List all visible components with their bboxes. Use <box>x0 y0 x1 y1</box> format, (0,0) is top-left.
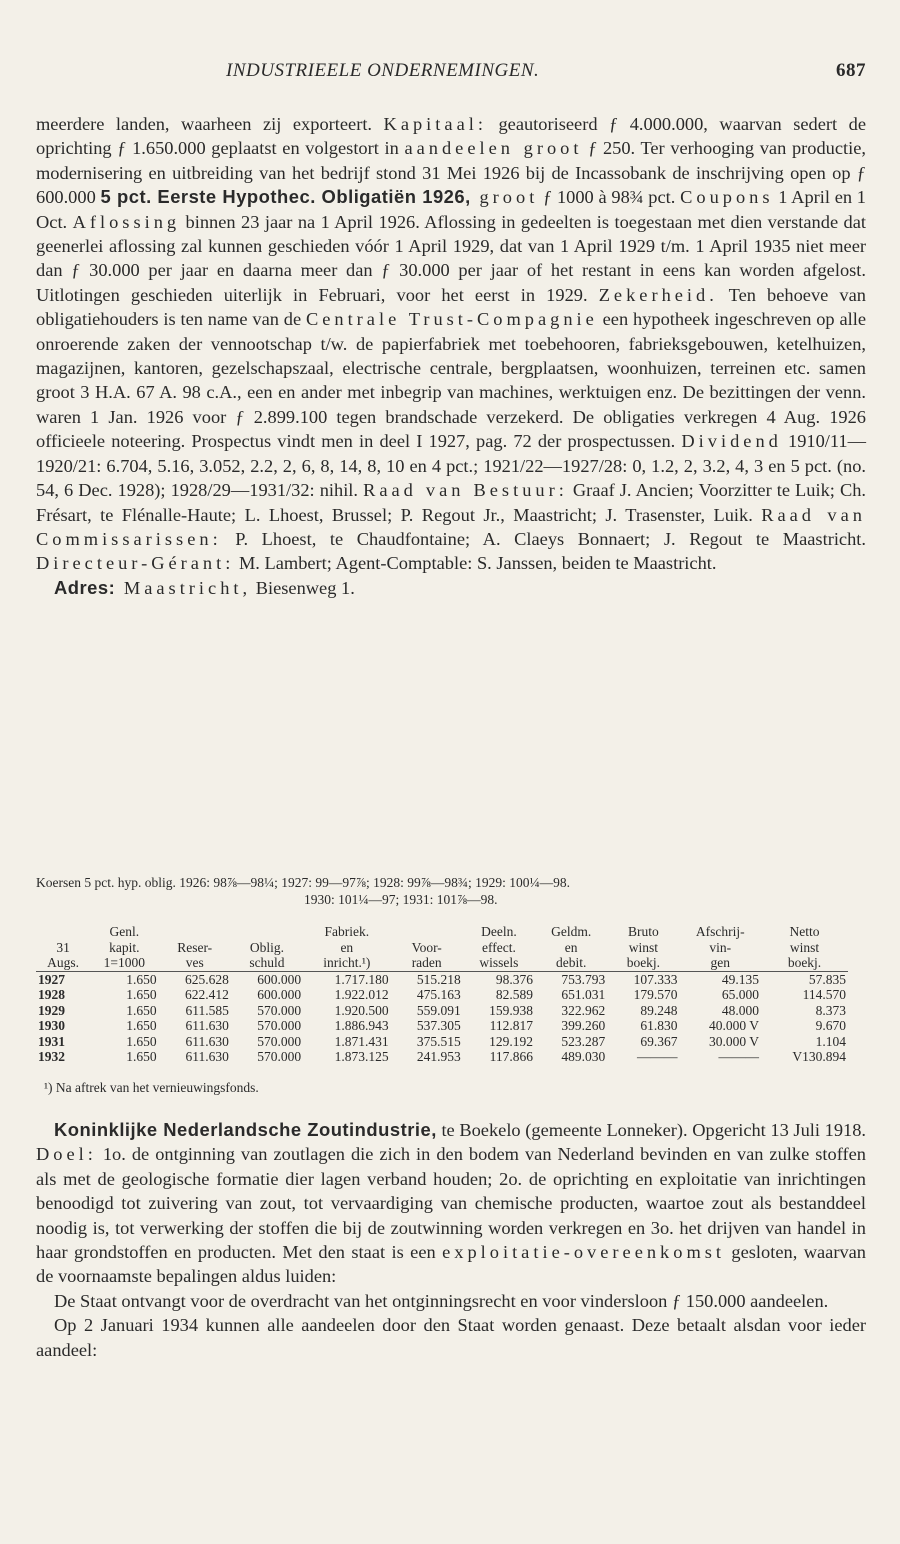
text-run: ƒ 250. Ter verhooging van productie, modernisering en uitbreiding van het bedrijf stond 31 Mei 1926 bij de Incassobank de inschrijving open op ƒ 600.000 <box>36 138 866 208</box>
text-run: 1o. de ontginning van zoutlagen die zich in den bodem van Nederland bevinden en van zulke stoffen als met de geologische formatie dier lagen verband houden; 2o. de oprichting en exploitatie van inrichtingen benoodigd tot zuivering van zout, tot vervaardiging van chemische producten, waartoe zout als bestanddeel noodig is, tot verwerking der stoffen die bij de zoutwinning worden verkregen en 3o. het drijven van handel in haar grondstoffen en producten. Met den staat is een <box>36 1144 866 1263</box>
column-header: Augs. <box>36 955 90 971</box>
coupons-label: Coupons <box>680 187 774 208</box>
table-row <box>36 987 848 1003</box>
table-cell: 241.953 <box>416 1049 461 1064</box>
column-header: Oblig. <box>249 939 285 955</box>
table-cell: 40.000 V <box>708 1018 759 1033</box>
table-cell: 107.333 <box>633 971 678 987</box>
column-header <box>231 924 303 940</box>
quotes-line-1: Koersen 5 pct. hyp. oblig. 1926: 98⅞—98¼; 1927: 99—97⅞; 1928: 99⅞—98¾; 1929: 100¼—98. <box>36 875 570 890</box>
column-header: Voor- <box>411 939 442 955</box>
table-cell: 1.886.943 <box>334 1018 389 1033</box>
table-cell: 61.830 <box>640 1018 678 1033</box>
column-header: Bruto <box>628 924 659 939</box>
table-footnote: ¹) Na aftrek van het vernieuwingsfonds. <box>44 1080 259 1095</box>
doel-label: Doel: <box>36 1144 97 1165</box>
table-cell: 1.650 <box>126 1018 157 1033</box>
table-row <box>36 1018 848 1034</box>
table-header-row-3 <box>36 955 848 971</box>
table-body <box>36 971 848 1065</box>
table-cell: 1932 <box>38 1049 65 1064</box>
groot-label: groot <box>470 187 539 208</box>
column-header: wissels <box>463 955 535 971</box>
column-header: en <box>564 939 578 955</box>
column-header: Afschrij- <box>695 924 745 939</box>
text-run: Ten behoeve van obligatiehouders is ten name van de <box>36 284 866 330</box>
table-cell: ——— <box>637 1049 678 1064</box>
raad-van-bestuur-label: Raad van Bestuur: <box>363 480 568 501</box>
table-row <box>36 971 848 987</box>
dividend-label: Dividend <box>681 431 782 452</box>
table-cell: 1.922.012 <box>334 987 389 1002</box>
exploitatie-label: exploitatie-overeenkomst <box>442 1242 726 1263</box>
loan-title: 5 pct. Eerste Hypothec. Obligatiën 1926, <box>100 186 471 208</box>
table-cell: 1929 <box>38 1002 65 1018</box>
adres-city: Maastricht, <box>115 577 252 598</box>
text-run: een hypotheek ingeschreven op alle onroerende zaken der vennootschap t/w. de papierfabriek met toebehooren, fabrieksgebouwen, ketelhuizen, magazijnen, kantoren, gezelschapszaal, electrische centrale, bergplaatsen, woonhuizen, terreinen etc. samen groot 3 H.A. 67 A. 98 c.A., een en ander met inbegrip van machines, werktuigen enz. De bezittingen der venn. waren 1 Jan. 1926 voor ƒ 2.899.100 tegen brandschade verzekerd. De obligaties verkregen 4 Aug. 1926 officieele noteering. Prospectus vindt men in deel I 1927, pag. 72 der prospectussen. <box>36 309 866 452</box>
column-header: Deeln. <box>481 924 517 939</box>
table-cell: 625.628 <box>184 971 229 987</box>
paragraph-januari: Op 2 Januari 1934 kunnen alle aandeelen door den Staat worden genaast. Deze betaalt alsdan voor ieder aandeel: <box>36 1315 866 1360</box>
column-header: Geldm. <box>551 924 592 939</box>
table-header-row-1 <box>36 924 848 940</box>
table-cell: 651.031 <box>561 987 606 1002</box>
running-title: INDUSTRIEELE ONDERNEMINGEN. <box>226 60 540 81</box>
table-cell: 1.871.431 <box>334 1033 389 1049</box>
text-run: te Boekelo (gemeente Lonneker). Opgericht 13 Juli 1918. <box>436 1120 866 1140</box>
table-cell: 1.104 <box>815 1033 846 1049</box>
table-cell: 399.260 <box>561 1018 606 1033</box>
column-header: schuld <box>231 955 303 971</box>
column-header: Reser- <box>177 939 213 955</box>
table-cell: 611.630 <box>185 1049 229 1064</box>
table-row <box>36 1003 848 1019</box>
column-header: Genl. <box>109 924 140 939</box>
table-cell: 753.793 <box>561 971 606 987</box>
text-run: P. Lhoest, te Chaudfontaine; A. Claeys Bonnaert; J. Regout te Maastricht. <box>221 528 866 549</box>
text-run: M. Lambert; Agent-Comptable: S. Janssen, beiden te Maastricht. <box>234 553 717 574</box>
company-entry-papierfabriek <box>36 112 866 600</box>
table-cell: 611.630 <box>185 1033 229 1049</box>
raad-van-commissarissen-label: Raad van Commissarissen: <box>36 504 866 549</box>
column-header <box>159 924 231 940</box>
table-cell: 114.570 <box>802 987 846 1002</box>
table-cell: 1.873.125 <box>334 1049 389 1064</box>
table-cell: V130.894 <box>792 1049 846 1064</box>
column-header: ves <box>159 955 231 971</box>
table-cell: 48.000 <box>721 1002 759 1018</box>
text-run: gesloten, waarvan de voornaamste bepalingen aldus luiden: <box>36 1242 866 1287</box>
table-cell: 375.515 <box>416 1033 461 1049</box>
table-row <box>36 1034 848 1050</box>
financial-table <box>36 924 848 1065</box>
table-cell: 65.000 <box>721 987 759 1002</box>
company-name: Koninklijke Nederlandsche Zoutindustrie, <box>54 1119 437 1140</box>
table-cell: 515.218 <box>416 971 461 987</box>
table-cell: 1927 <box>38 971 65 987</box>
column-header: winst <box>628 939 659 955</box>
column-header: inricht.¹) <box>303 955 391 971</box>
table-cell: 1.650 <box>126 1049 157 1064</box>
table-cell: ——— <box>718 1049 759 1064</box>
table-cell: 1.717.180 <box>334 971 389 987</box>
address-line <box>36 576 866 600</box>
table-cell: 570.000 <box>257 1018 302 1033</box>
table-cell: 9.670 <box>815 1018 846 1033</box>
column-header: boekj. <box>607 955 679 971</box>
column-header: effect. <box>481 939 516 955</box>
page-header <box>36 60 866 92</box>
table-cell: 129.192 <box>489 1033 534 1049</box>
table-cell: 1.650 <box>126 1033 157 1049</box>
table-cell: 57.835 <box>808 971 846 987</box>
adres-label: Adres: <box>54 576 116 598</box>
column-header <box>391 924 463 940</box>
table-cell: 622.412 <box>184 987 229 1002</box>
table-cell: 1.650 <box>126 971 157 987</box>
column-header <box>36 924 90 940</box>
table-cell: 1928 <box>38 987 65 1002</box>
table-cell: 600.000 <box>257 987 302 1002</box>
directeur-label: Directeur-Gérant: <box>36 553 235 574</box>
text-run: 1 April en 1 Oct. <box>36 187 867 232</box>
column-header: debit. <box>535 955 607 971</box>
column-header: winst <box>789 939 820 955</box>
zekerheid-label: Zekerheid. <box>598 284 718 305</box>
table-cell: 489.030 <box>561 1049 606 1064</box>
table-header-row-2 <box>36 940 848 956</box>
column-header: boekj. <box>761 955 848 971</box>
table-cell: 1.650 <box>126 987 157 1002</box>
table-cell: 523.287 <box>561 1033 606 1049</box>
kapitaal-label: Kapitaal: <box>383 114 487 134</box>
table-cell: 1930 <box>38 1018 65 1033</box>
column-header: 31 <box>56 939 70 955</box>
table-cell: 49.135 <box>721 971 759 987</box>
text-run: ƒ 1000 à 98¾ pct. <box>538 187 681 208</box>
table-cell: 1931 <box>38 1033 65 1049</box>
column-header: gen <box>680 955 762 971</box>
column-header: vin- <box>709 939 732 955</box>
table-cell: 322.962 <box>561 1002 606 1018</box>
table-cell: 179.570 <box>633 987 678 1002</box>
bond-quotations <box>36 874 866 908</box>
company-description <box>36 112 866 576</box>
table-cell: 159.938 <box>489 1002 534 1018</box>
table-cell: 570.000 <box>257 1049 302 1064</box>
table-cell: 30.000 V <box>708 1033 759 1049</box>
table-cell: 117.866 <box>489 1049 534 1064</box>
table-row <box>36 1049 848 1065</box>
quotes-line-2: 1930: 101¼—97; 1931: 101⅞—98. <box>304 892 498 907</box>
trust-company-name: Centrale Trust-Compagnie <box>305 309 598 330</box>
aandeelen-label: aandeelen groot <box>404 138 583 159</box>
table-cell: 611.585 <box>185 1002 229 1018</box>
table-cell: 600.000 <box>257 971 302 987</box>
text-run: geautoriseerd ƒ 4.000.000, waarvan sedert de oprichting ƒ 1.650.000 geplaatst en volgestort in <box>36 114 866 159</box>
text-run: 1910/11—1920/21: 6.704, 5.16, 3.052, 2.2, 2, 6, 8, 14, 8, 10 en 4 pct.; 1921/22—1927/28: 0, 1.2, 2, 3.2, 4, 3 en 5 pct. (no. 54, 6 Dec. 1928); 1928/29—1931/32: nihil. <box>36 431 866 501</box>
adres-street: Biesenweg 1. <box>251 577 355 598</box>
column-header: Fabriek. <box>324 924 370 939</box>
table-cell: 559.091 <box>416 1002 461 1018</box>
text-run: Graaf J. Ancien; Voorzitter te Luik; Ch. Frésart, te Flénalle-Haute; L. Lhoest, Brussel; P. Regout Jr., Maastricht; J. Trasenster, Luik. <box>36 480 867 525</box>
paragraph-staat: De Staat ontvangt voor de overdracht van het ontginningsrecht en voor vindersloon ƒ 150.000 aandeelen. <box>54 1290 829 1311</box>
table-cell: 570.000 <box>257 1002 302 1018</box>
table-cell: 69.367 <box>640 1033 678 1049</box>
table-cell: 537.305 <box>416 1018 461 1033</box>
company-entry-zoutindustrie <box>36 1118 866 1362</box>
column-header: Netto <box>789 924 820 939</box>
table-cell: 570.000 <box>257 1033 302 1049</box>
company-description <box>36 1118 866 1289</box>
table-cell: 475.163 <box>416 987 461 1002</box>
column-header: en <box>340 939 354 955</box>
text-run: meerdere landen, waarheen zij exporteert. <box>36 114 384 134</box>
table-cell: 98.376 <box>495 971 534 987</box>
page-number: 687 <box>836 60 866 81</box>
table-cell: 8.373 <box>815 1002 846 1018</box>
table-cell: 1.650 <box>126 1002 157 1018</box>
text-run: binnen 23 jaar na 1 April 1926. Aflossing in gedeelten is toegestaan met dien verstande dat geenerlei aflossing zal kunnen geschieden vóór 1 April 1929, dat van 1 April 1929 t/m. 1 April 1935 niet meer dan ƒ 30.000 per jaar en daarna meer dan ƒ 30.000 per jaar of het restant in eens kan worden afgelost. Uitlotingen geschieden uiterlijk in Februari, voor het eerst in 1929. <box>36 211 866 305</box>
table-cell: 89.248 <box>640 1002 678 1018</box>
table-cell: 82.589 <box>495 987 534 1002</box>
table-cell: 611.630 <box>185 1018 229 1033</box>
column-header: kapit. <box>109 939 140 955</box>
column-header: raden <box>391 955 463 971</box>
aflossing-label: Aflossing <box>72 211 181 232</box>
table-cell: 1.920.500 <box>334 1002 389 1018</box>
column-header: 1=1000 <box>90 955 158 971</box>
table-cell: 112.817 <box>489 1018 534 1033</box>
